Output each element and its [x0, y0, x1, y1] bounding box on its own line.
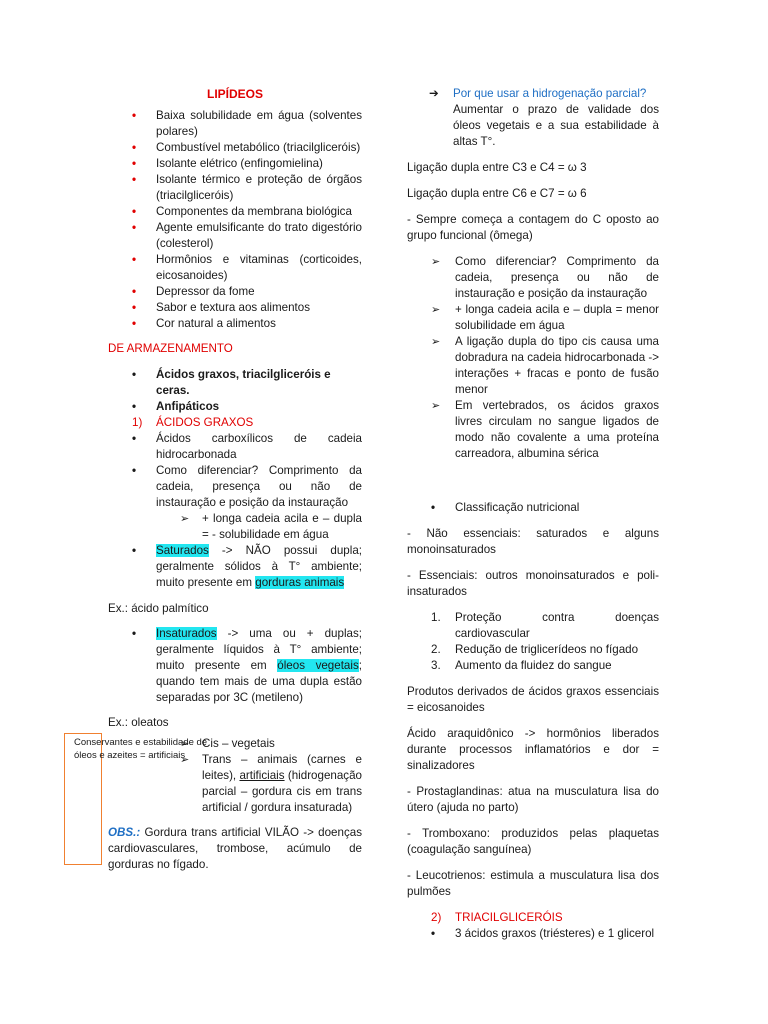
count-text: - Sempre começa a contagem do C oposto ao grupo funcional (ômega): [407, 213, 659, 242]
saturated-text: -> NÃO possui dupla; geralmente sólidos à T° ambiente; muito presente em: [156, 544, 362, 589]
list-item: [108, 140, 362, 156]
derived-text: Produtos derivados de ácidos graxos essenciais = eicosanoides: [407, 685, 659, 714]
example-palmitic: Ex.: ácido palmítico: [108, 602, 209, 615]
page-title: LIPÍDEOS: [206, 87, 263, 101]
item-number: 2.: [431, 643, 441, 656]
item-text: Aumento da fluidez do sangue: [455, 659, 612, 672]
arrow-item: ➢ Em vertebrados, os ácidos graxos livres circulam no sangue ligados de modo não covalente a uma proteína carreadora, albumina sérica: [407, 398, 659, 462]
omega6-text: Ligação dupla entre C6 e C7 = ω 6: [407, 187, 587, 200]
answer-text: Aumentar o prazo de validade dos óleos vegetais e a sua estabilidade à altas T°.: [453, 103, 659, 148]
arrow-list: [407, 254, 659, 462]
list-item: • Isolante térmico e proteção de órgãos (triacilgliceróis): [108, 172, 362, 204]
storage-list: [108, 367, 362, 591]
item-text: Proteção contra doenças cardiovascular: [455, 611, 659, 640]
list-item-saturated: [108, 543, 362, 591]
list-item: • Como diferenciar? Comprimento da cadeia, presença ou não de instauração e posição da instauração: [108, 463, 362, 511]
hydrogenation-question: [407, 86, 659, 150]
sub-item: ➢ + longa cadeia acila e – dupla = - solubilidade em água: [108, 511, 362, 543]
section-title: TRIACILGLICERÓIS: [455, 911, 563, 924]
unsaturated-text: -> uma ou + duplas; geralmente líquidos à T° ambiente; muito presente em: [156, 627, 362, 672]
arrow-item: ➢ A ligação dupla do tipo cis causa uma dobradura na cadeia hidrocarbonada -> interações + fracas e ponto de fusão menor: [407, 334, 659, 398]
storage-item1-b: , triacilgliceróis e ceras.: [156, 368, 331, 397]
unsaturated-text2: ; quando tem mais de uma dupla estão separadas por 3C (metileno): [156, 659, 362, 704]
saturated-label: Saturados: [156, 544, 209, 557]
section-heading-triacylglycerols: [407, 910, 659, 926]
list-item: [108, 367, 362, 399]
section-number: 1): [132, 416, 143, 429]
list-item: • 3 ácidos graxos (triésteres) e 1 glicerol: [407, 926, 659, 942]
arrow-item: ➢ + longa cadeia acila e – dupla = menor solubilidade em água: [407, 302, 659, 334]
list-item-unsaturated: [108, 626, 362, 706]
list-item: • Sabor e textura aos alimentos: [108, 300, 362, 316]
arachidonic-text: Ácido araquidônico -> hormônios liberados durante processos inflamatórios e dor = sinalizadores: [407, 727, 659, 772]
list-item: • Baixa solubilidade em água (solventes polares): [108, 108, 362, 140]
list-item: • Agente emulsificante do trato digestório (colesterol): [108, 220, 362, 252]
sub-item-cis: ➢ Cis – vegetais: [108, 736, 362, 752]
annotation-text: Conservantes e estabilidade de óleos e azeites = artificiais: [74, 737, 208, 761]
list-item: • Ácidos carboxílicos de cadeia hidrocarbonada: [108, 431, 362, 463]
prostaglandins-text: - Prostaglandinas: atua na musculatura lisa do útero (ajuda no parto): [407, 785, 659, 814]
saturated-highlight: gorduras animais: [255, 576, 345, 589]
obs-note: [108, 825, 362, 873]
section-title: ÁCIDOS GRAXOS: [156, 416, 254, 429]
list-item: • Hormônios e vitaminas (corticoides, eicosanoides): [108, 252, 362, 284]
item-number: 1.: [431, 611, 441, 624]
list-item: • Componentes da membrana biológica: [108, 204, 362, 220]
properties-list: [108, 108, 362, 332]
omega3-text: Ligação dupla entre C3 e C4 = ω 3: [407, 161, 587, 174]
benefits-list: [407, 610, 659, 674]
question-text: Por que usar a hidrogenação parcial?: [453, 87, 647, 100]
non-essential-text: - Não essenciais: saturados e alguns monoinsaturados: [407, 527, 659, 556]
triacylglycerol-list: [407, 910, 659, 942]
obs-text: Gordura trans artificial VILÃO -> doenças cardiovasculares, trombose, acúmulo de gorduras no fígado.: [108, 826, 362, 871]
essential-text: - Essenciais: outros monoinsaturados e poli-insaturados: [407, 569, 659, 598]
list-item: • Cor natural a alimentos: [108, 316, 362, 332]
item-number: 3.: [431, 659, 441, 672]
leukotrienes-text: - Leucotrienos: estimula a musculatura lisa dos pulmões: [407, 869, 659, 898]
obs-label: OBS.:: [108, 826, 141, 839]
list-item: • Classificação nutricional: [407, 500, 659, 516]
storage-heading: DE ARMAZENAMENTO: [108, 342, 233, 355]
classification-list: [407, 500, 659, 516]
numbered-item: [407, 642, 659, 658]
numbered-item: [407, 610, 659, 642]
example-oleates: Ex.: oleatos: [108, 716, 169, 729]
thromboxane-text: - Tromboxano: produzidos pelas plaquetas (coagulação sanguínea): [407, 827, 659, 856]
right-column: [407, 86, 659, 942]
section-heading-fatty-acids: [108, 415, 362, 431]
question-item: [407, 86, 659, 150]
numbered-item: [407, 658, 659, 674]
arrow-item: ➢ Como diferenciar? Comprimento da cadeia, presença ou não de instauração e posição da instauração: [407, 254, 659, 302]
storage-item1-a: Ácidos graxos: [156, 368, 236, 381]
unsaturated-list: [108, 626, 362, 706]
list-item-text: • Combustível metabólico (triacilgliceróis): [156, 141, 361, 154]
unsaturated-highlight: óleos vegetais: [277, 659, 359, 672]
list-item: • Anfipáticos: [108, 399, 362, 415]
unsaturated-label: Insaturados: [156, 627, 217, 640]
arrow-right-icon: ➔: [429, 87, 439, 100]
list-item: • Depressor da fome: [108, 284, 362, 300]
item-text: Redução de triglicerídeos no fígado: [455, 643, 639, 656]
trans-text-b: (hidrogenação parcial – gordura cis em trans artificial / gordura insaturada): [202, 769, 362, 814]
section-number: 2): [431, 911, 442, 924]
trans-artificial: artificiais: [239, 769, 285, 782]
trans-text-a: Trans – animais (carnes e leites),: [202, 753, 362, 782]
list-item: • Isolante elétrico (enfingomielina): [108, 156, 362, 172]
